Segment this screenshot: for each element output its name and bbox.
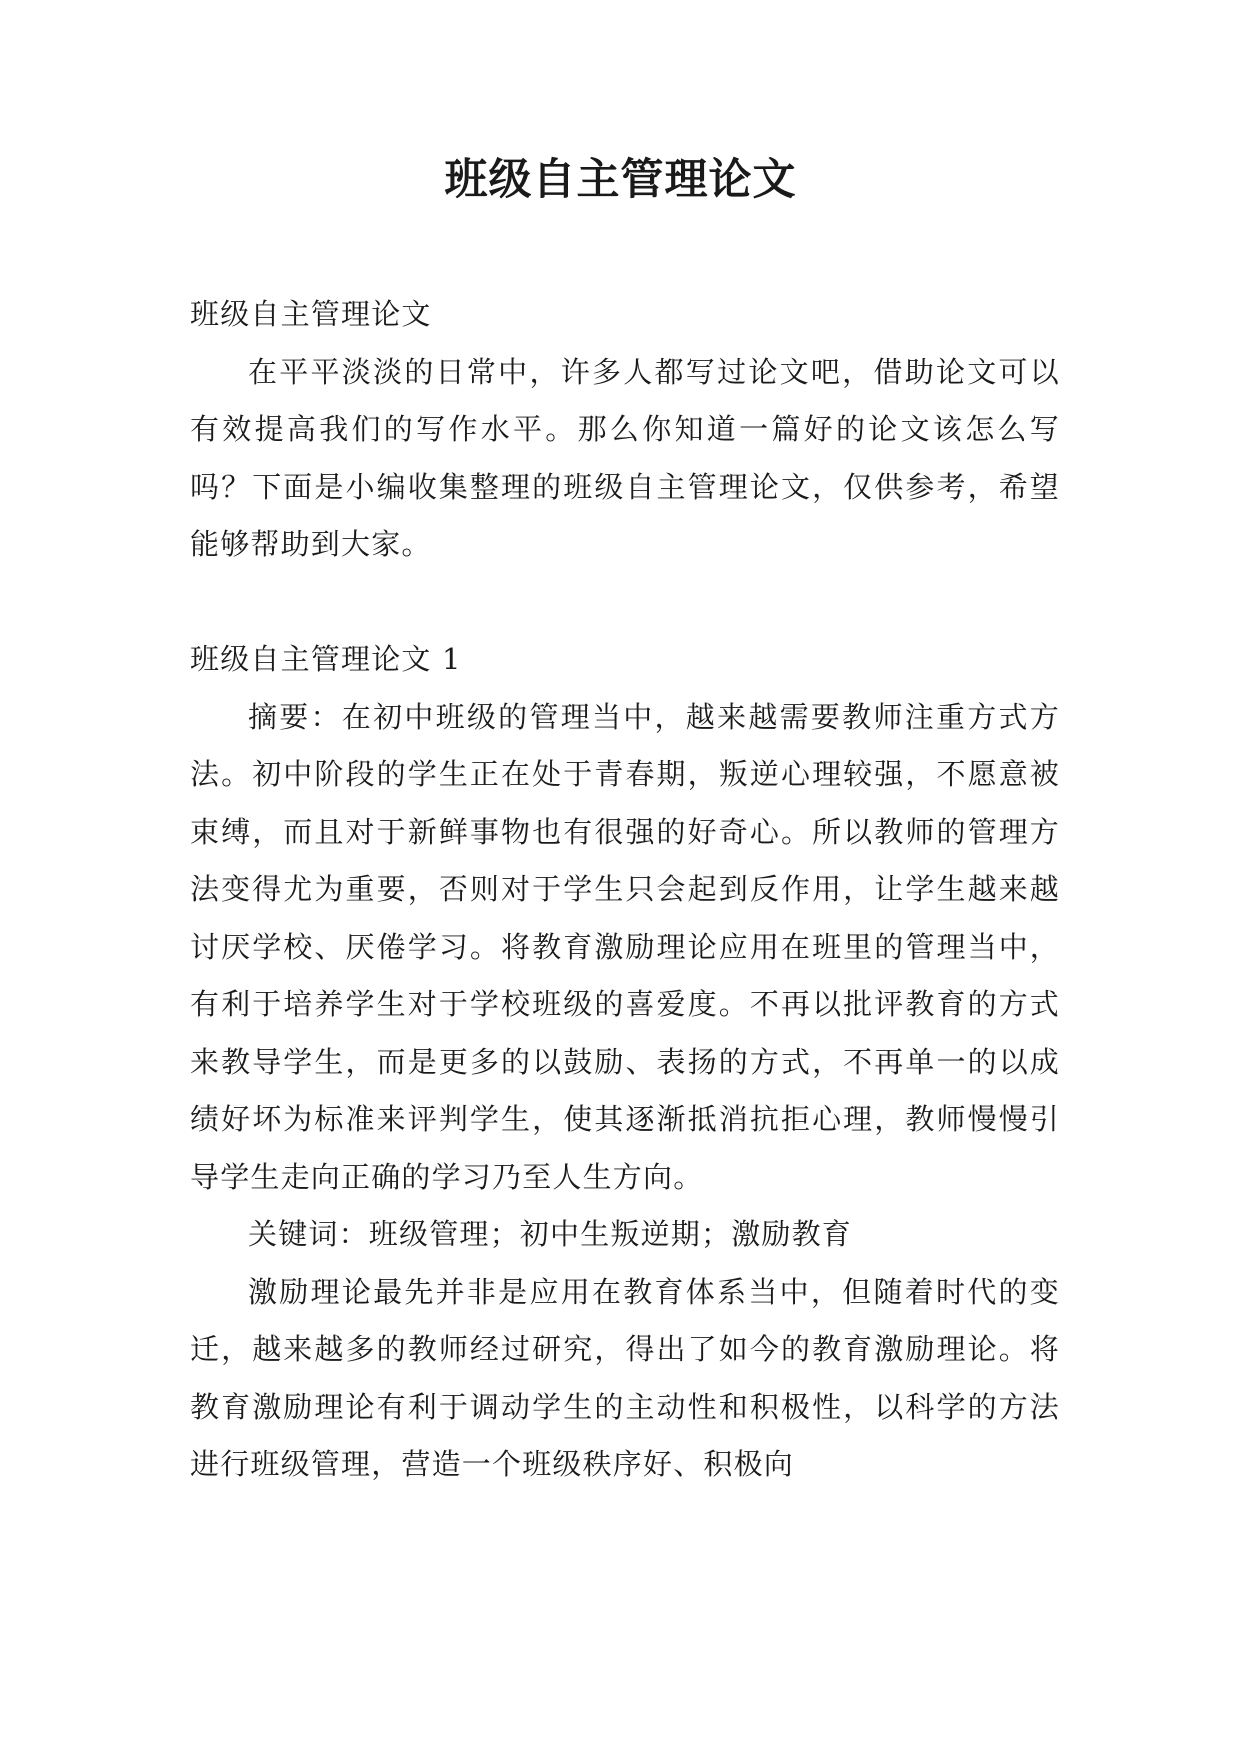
intro-paragraph: 在平平淡淡的日常中，许多人都写过论文吧，借助论文可以有效提高我们的写作水平。那么你知道一篇好的论文该怎么写吗？下面是小编收集整理的班级自主管理论文，仅供参考，希望能够帮助到大家。	[190, 354, 1060, 561]
abstract-paragraph: 摘要：在初中班级的管理当中，越来越需要教师注重方式方法。初中阶段的学生正在处于青春期，叛逆心理较强，不愿意被束缚，而且对于新鲜事物也有很强的好奇心。所以教师的管理方法变得尤为重要，否则对于学生只会起到反作用，让学生越来越讨厌学校、厌倦学习。将教育激励理论应用在班里的管理当中，有利于培养学生对于学校班级的喜爱度。不再以批评教育的方式来教导学生，而是更多的以鼓励、表扬的方式，不再单一的以成绩好坏为标准来评判学生，使其逐渐抵消抗拒心理，教师慢慢引导学生走向正确的学习乃至人生方向。	[190, 699, 1060, 1194]
section-heading: 班级自主管理论文 1	[190, 642, 462, 676]
document-body	[190, 286, 1060, 1494]
body-paragraph: 激励理论最先并非是应用在教育体系当中，但随着时代的变迁，越来越多的教师经过研究，得出了如今的教育激励理论。将教育激励理论有利于调动学生的主动性和积极性，以科学的方法进行班级管理，营造一个班级秩序好、积极向	[190, 1274, 1060, 1481]
document-title: 班级自主管理论文	[444, 155, 797, 205]
blank-line	[190, 574, 1060, 632]
keywords-paragraph: 关键词：班级管理；初中生叛逆期；激励教育	[248, 1217, 853, 1251]
subtitle: 班级自主管理论文	[190, 297, 432, 331]
